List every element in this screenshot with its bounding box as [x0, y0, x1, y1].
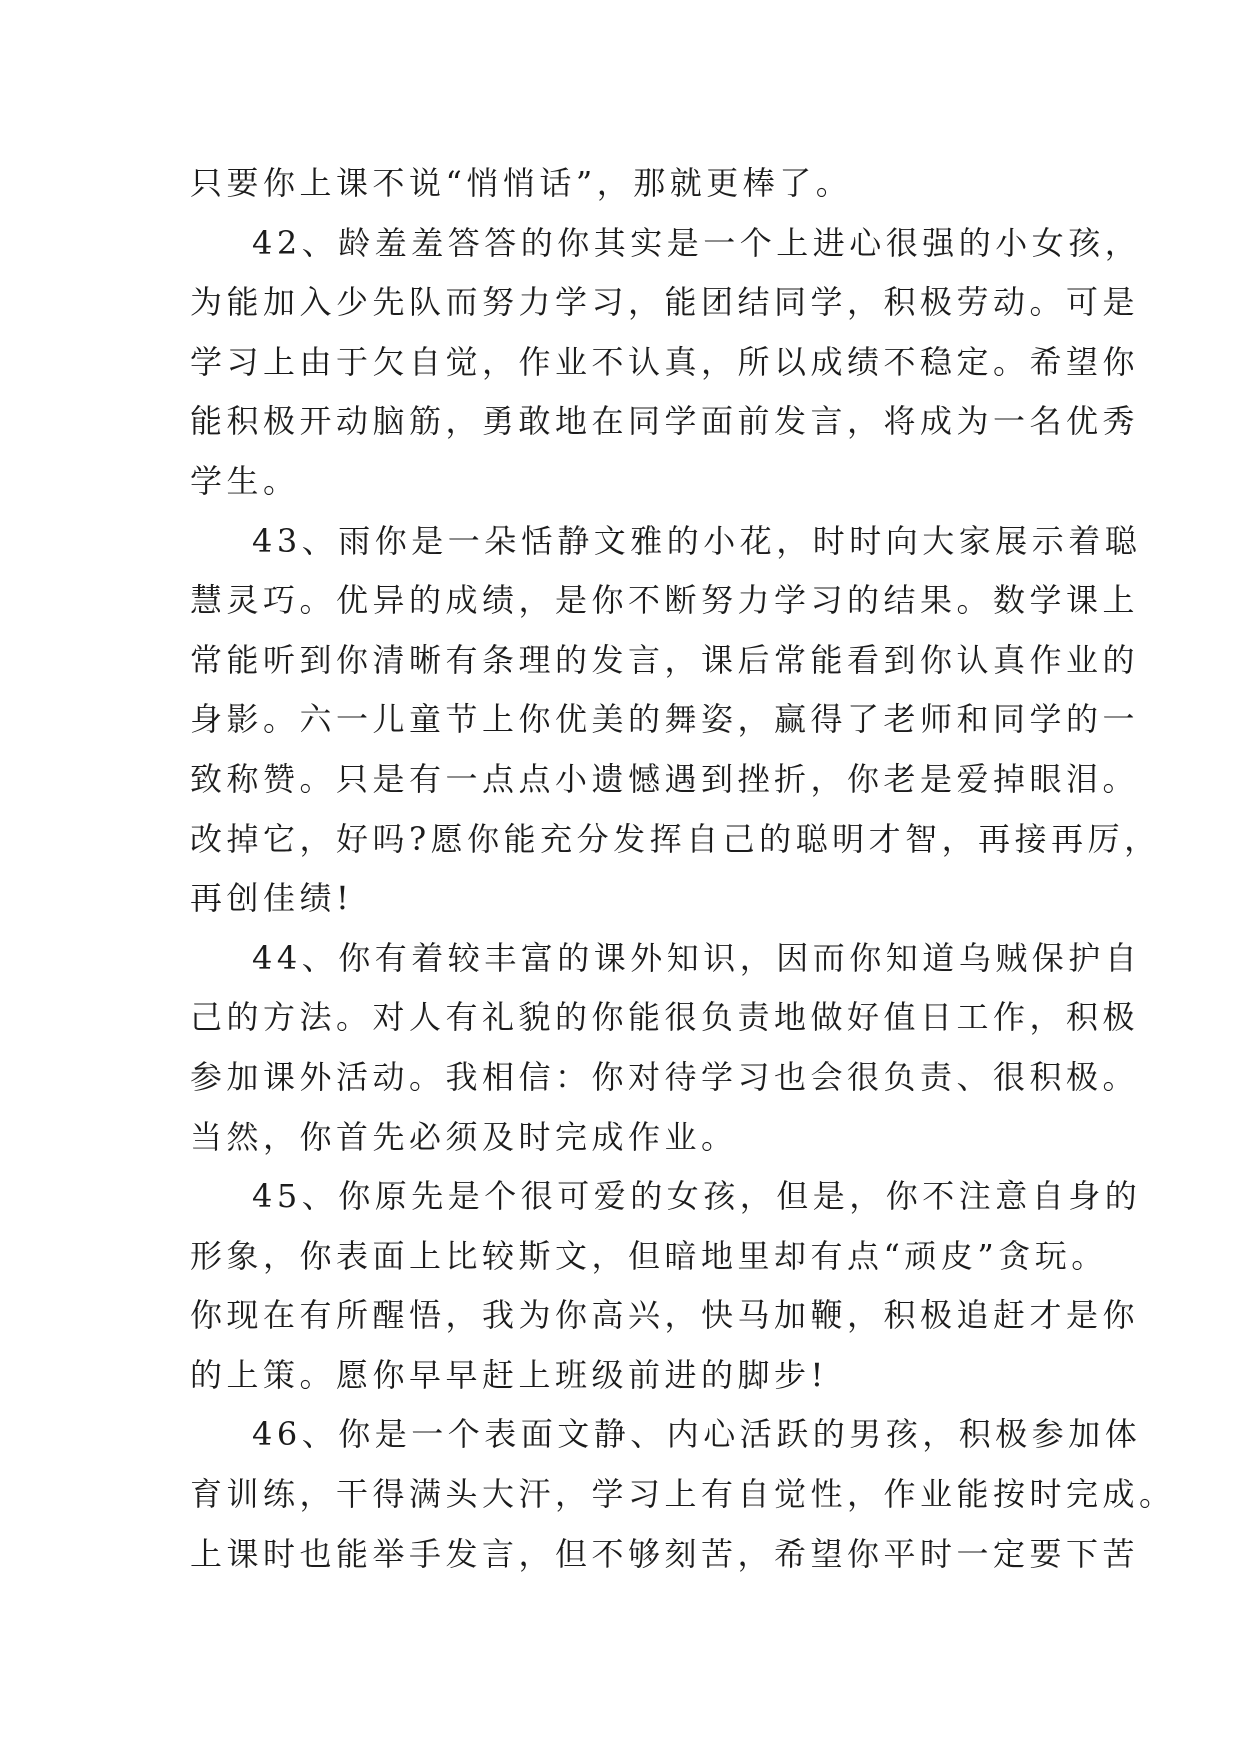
text-line: 慧灵巧。优异的成绩，是你不断努力学习的结果。数学课上 — [190, 581, 1140, 620]
text-line: 只要你上课不说“悄悄话”，那就更棒了。 — [190, 164, 853, 202]
text-line: 的上策。愿你早早赶上班级前进的脚步! — [190, 1355, 828, 1394]
document-body — [190, 154, 1176, 1584]
text-line-paragraph-start: 43、雨你是一朵恬静文雅的小花，时时向大家展示着聪 — [252, 521, 1142, 560]
text-line: 育训练，干得满头大汗，学习上有自觉性，作业能按时完成。 — [190, 1475, 1176, 1514]
text-line-paragraph-start: 46、你是一个表面文静、内心活跃的男孩，积极参加体 — [252, 1415, 1142, 1454]
text-line: 上课时也能举手发言，但不够刻苦，希望你平时一定要下苦 — [190, 1534, 1140, 1573]
text-line-paragraph-start: 44、你有着较丰富的课外知识，因而你知道乌贼保护自 — [252, 938, 1142, 977]
text-line: 参加课外活动。我相信：你对待学习也会很负责、很积极。 — [190, 1057, 1140, 1096]
text-line-paragraph-start: 45、你原先是个很可爱的女孩，但是，你不注意自身的 — [252, 1177, 1142, 1216]
text-line: 学习上由于欠自觉，作业不认真，所以成绩不稳定。希望你 — [190, 342, 1140, 381]
text-line: 再创佳绩! — [190, 879, 354, 918]
text-line: 致称赞。只是有一点点小遗憾遇到挫折，你老是爱掉眼泪。 — [190, 759, 1140, 798]
text-line: 学生。 — [190, 461, 300, 500]
text-line: 能积极开动脑筋，勇敢地在同学面前发言，将成为一名优秀 — [190, 402, 1140, 441]
text-line: 己的方法。对人有礼貌的你能很负责地做好值日工作，积极 — [190, 998, 1140, 1037]
text-line: 为能加入少先队而努力学习，能团结同学，积极劳动。可是 — [190, 283, 1140, 322]
text-line: 身影。六一儿童节上你优美的舞姿，赢得了老师和同学的一 — [190, 700, 1140, 739]
text-line-paragraph-start: 42、龄羞羞答答的你其实是一个上进心很强的小女孩， — [252, 223, 1142, 262]
text-line: 形象，你表面上比较斯文，但暗地里却有点“顽皮”贪玩。 — [190, 1236, 1108, 1275]
text-line: 改掉它，好吗?愿你能充分发挥自己的聪明才智，再接再厉， — [190, 819, 1161, 858]
text-line: 当然，你首先必须及时完成作业。 — [190, 1117, 738, 1156]
text-line: 你现在有所醒悟，我为你高兴，快马加鞭，积极追赶才是你 — [190, 1296, 1140, 1335]
text-line: 常能听到你清晰有条理的发言，课后常能看到你认真作业的 — [190, 640, 1140, 679]
